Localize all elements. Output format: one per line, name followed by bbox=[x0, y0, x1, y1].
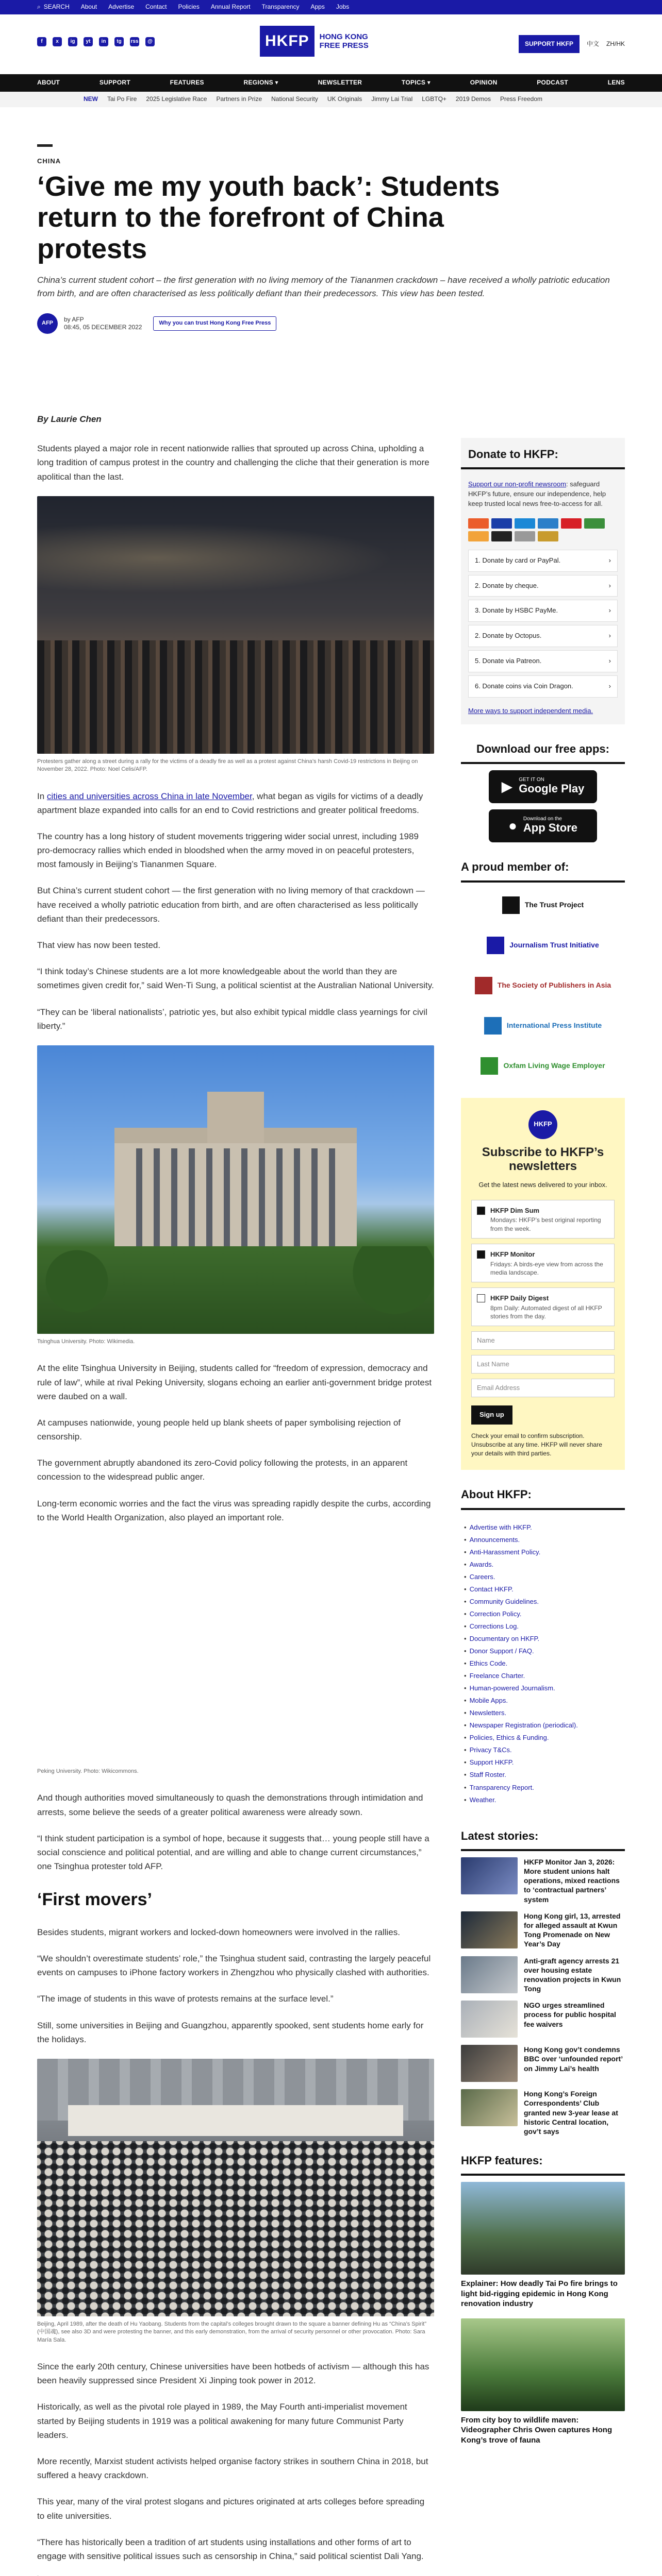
feature-story[interactable]: Explainer: How deadly Tai Po fire brings to light bid-rigging epidemic in Hong Kong renovation industry bbox=[461, 2182, 625, 2309]
feature-image bbox=[461, 2318, 625, 2411]
peking-photo bbox=[37, 1537, 434, 1764]
youtube-icon[interactable]: yt bbox=[84, 37, 93, 46]
story-thumbnail bbox=[461, 2089, 518, 2126]
coin-icon bbox=[538, 531, 558, 541]
member-widget bbox=[461, 858, 625, 1082]
last-name-input[interactable]: Last Name bbox=[471, 1355, 615, 1374]
latest-story[interactable]: Hong Kong’s Foreign Correspondents’ Club granted new 3-year lease at historic Central location, gov’t says bbox=[461, 2089, 625, 2136]
trending-item[interactable]: Jimmy Lai Trial bbox=[371, 95, 413, 103]
latest-story[interactable]: Hong Kong gov’t condemns BBC over ‘unfounded report’ on Jimmy Lai’s health bbox=[461, 2045, 625, 2082]
util-link-policies[interactable]: Policies bbox=[178, 3, 200, 11]
donate-intro: Support our non-profit newsroom: safeguard HKFP’s future, ensure our independence, help keep trusted local news free-to-access for all. bbox=[468, 480, 606, 507]
article-header bbox=[37, 144, 625, 334]
about-link[interactable]: • Community Guidelines. bbox=[470, 1596, 625, 1608]
newsletter-option-dimsum[interactable]: HKFP Dim Sum Mondays: HKFP’s best original reporting from the week. bbox=[471, 1200, 615, 1239]
trending-item[interactable]: LGBTQ+ bbox=[422, 95, 446, 103]
features-title: HKFP features: bbox=[461, 2151, 625, 2176]
1989-photo bbox=[37, 2059, 434, 2316]
paragraph: And though authorities moved simultaneously to quash the demonstrations through intimidation and arrests, some believe the seeds of a greater political awareness were already sown. bbox=[37, 1793, 423, 1817]
paragraph: Since the early 20th century, Chinese universities have been hotbeds of activism — although this has been heavily suppressed since President Xi Jinping took power in 2012. bbox=[37, 2362, 429, 2386]
brand-bar bbox=[0, 14, 662, 74]
name-input[interactable]: Name bbox=[471, 1331, 615, 1350]
paragraph: In cities and universities across China in late November, what began as vigils for victims of a deadly apartment blaze expanded into calls for an end to Covid restrictions and greater political freedoms. bbox=[37, 791, 423, 815]
features-widget bbox=[461, 2151, 625, 2445]
util-link-contact[interactable]: Contact bbox=[145, 3, 167, 11]
newsletter-subtitle: Get the latest news delivered to your inbox. bbox=[478, 1180, 607, 1189]
paragraph: “I think today’s Chinese students are a lot more knowledgeable about the world than they are sometimes given credit for,” said Wen-Ti Sung, a political scientist at the Australian National University. bbox=[37, 967, 434, 991]
paragraph: At the elite Tsinghua University in Beijing, students called for “freedom of expression, democracy and rule of law”, while at rival Peking University, slogans echoing an earlier anti-government bridge protest were daubed on a wall. bbox=[37, 1363, 432, 1401]
trending-item[interactable]: Partners in Prize bbox=[216, 95, 262, 103]
chevron-right-icon: › bbox=[608, 656, 611, 665]
member-ipi[interactable]: International Press Institute bbox=[461, 1009, 625, 1042]
site-logo[interactable] bbox=[260, 26, 369, 57]
telegram-icon[interactable]: tg bbox=[114, 37, 124, 46]
story-thumbnail bbox=[461, 1857, 518, 1894]
paragraph: The government abruptly abandoned its zero-Covid policy following the protests, in an apparent concession to the widespread public anger. bbox=[37, 1458, 408, 1482]
about-link[interactable]: • Announcements. bbox=[470, 1534, 625, 1546]
apple-icon: ● bbox=[508, 818, 517, 834]
newsletter-option-digest[interactable]: HKFP Daily Digest 8pm Daily: Automated digest of all HKFP stories from the day. bbox=[471, 1287, 615, 1326]
article-byline: By Laurie Chen bbox=[37, 414, 102, 424]
figure-caption: Beijing, April 1989, after the death of Hu Yaobang. Students from the capital’s colleges brought drawn to the square a banner defining Hu as “China’s Spirit” (中国魂), see also 3D and were protesting the banner, and this early demonstration, from the arrival of security personnel or other provocation. Photo: Sara María Sala. bbox=[37, 2320, 426, 2343]
brand-actions bbox=[519, 35, 625, 53]
about-link[interactable]: • Careers. bbox=[470, 1571, 625, 1583]
paragraph: Students played a major role in recent nationwide rallies that sprouted up across China, upholding a long tradition of campus protest in the country and challenging the cliche that their generation is more apolitical than the last. bbox=[37, 444, 429, 482]
article-meta bbox=[37, 313, 625, 334]
trending-item[interactable]: 2019 Demos bbox=[455, 95, 491, 103]
member-oxfam[interactable]: Oxfam Living Wage Employer bbox=[461, 1049, 625, 1082]
about-link[interactable]: • Documentary on HKFP. bbox=[470, 1633, 625, 1645]
donate-option-octopus[interactable]: 2. Donate by Octopus. › bbox=[468, 625, 618, 647]
language-switch-alt[interactable]: ZH/HK bbox=[606, 40, 625, 47]
donate-intro-link[interactable]: Support our non-profit newsroom bbox=[468, 480, 567, 488]
kicker-rule bbox=[37, 144, 53, 147]
story-thumbnail bbox=[461, 1956, 518, 1993]
chevron-right-icon: › bbox=[608, 682, 611, 690]
figure-peking bbox=[37, 1537, 434, 1775]
amex-icon bbox=[538, 518, 558, 529]
nav-regions[interactable]: REGIONS ▾ bbox=[243, 79, 278, 87]
paragraph: The country has a long history of student movements triggering wider social unrest, including 1989 pro-democracy rallies which ended in bloodshed when the army moved in on peaceful protesters, most famously in Beijing’s Tiananmen Square. bbox=[37, 831, 419, 870]
about-link[interactable]: • Staff Roster. bbox=[470, 1769, 625, 1781]
checkbox-checked[interactable] bbox=[477, 1250, 485, 1259]
util-link-about[interactable]: About bbox=[80, 3, 97, 11]
article-standfirst: China’s current student cohort – the first generation with no living memory of the Tiananmen crackdown – have received a wholly patriotic education from birth, and are often characterised as less politically defiant than their predecessors. This view has been tested. bbox=[37, 275, 610, 298]
util-link-jobs[interactable]: Jobs bbox=[336, 3, 350, 11]
jti-icon bbox=[487, 937, 504, 954]
about-widget bbox=[461, 1485, 625, 1811]
play-store-icon: ▶ bbox=[501, 778, 513, 795]
paragraph: More recently, Marxist student activists helped organise factory strikes in southern China in 2018, but suffered a heavy crackdown. bbox=[37, 2456, 428, 2481]
story-thumbnail bbox=[461, 2001, 518, 2038]
member-trust-project[interactable]: The Trust Project bbox=[461, 889, 625, 922]
search-toggle[interactable]: ⌕ SEARCH bbox=[37, 2, 70, 12]
about-link[interactable]: • Awards. bbox=[470, 1558, 625, 1571]
newsletter-note: Check your email to confirm subscription. Unsubscribe at any time. HKFP will never share your details with third parties. bbox=[471, 1432, 602, 1457]
checkbox-unchecked[interactable] bbox=[477, 1294, 485, 1302]
checkbox-checked[interactable] bbox=[477, 1207, 485, 1215]
google-play-button[interactable]: ▶ GET IT ON Google Play bbox=[489, 770, 597, 803]
paragraph: “They can be ‘liberal nationalists’, patriotic yes, but also exhibit typical middle class yearnings for civil liberty.” bbox=[37, 1007, 427, 1031]
about-link[interactable]: • Newsletters. bbox=[470, 1707, 625, 1719]
about-link[interactable]: • Privacy T&Cs. bbox=[470, 1744, 625, 1756]
figure-caption: Peking University. Photo: Wikicommons. bbox=[37, 1768, 139, 1775]
paypal-icon bbox=[515, 518, 535, 529]
email-input[interactable]: Email Address bbox=[471, 1379, 615, 1397]
paragraph: That view has now been tested. bbox=[37, 940, 161, 951]
about-link[interactable]: • Weather. bbox=[470, 1794, 625, 1806]
about-link[interactable]: • Human-powered Journalism. bbox=[470, 1682, 625, 1694]
about-link[interactable]: • Ethics Code. bbox=[470, 1657, 625, 1670]
latest-story[interactable]: Hong Kong girl, 13, arrested for alleged assault at Kwun Tong Promenade on New Year’s Day bbox=[461, 1911, 625, 1949]
newsletter-logo: HKFP bbox=[528, 1110, 557, 1139]
x-icon[interactable]: x bbox=[53, 37, 62, 46]
app-store-button[interactable]: ● Download on the App Store bbox=[489, 809, 597, 842]
chevron-right-icon: › bbox=[608, 556, 611, 564]
section-heading: ‘First movers’ bbox=[37, 1890, 152, 1910]
paragraph: Besides students, migrant workers and locked-down homeowners were involved in the rallies. bbox=[37, 1927, 400, 1937]
payment-methods bbox=[461, 513, 625, 547]
tsinghua-photo bbox=[37, 1045, 434, 1334]
author-avatar[interactable]: AFP bbox=[37, 313, 58, 334]
paragraph: Historically, as well as the pivotal role played in 1989, the May Fourth anti-imperialist movement started by Beijing students in 1919 was a political awakening for many future Communist Party leaders. bbox=[37, 2402, 407, 2440]
chevron-right-icon: › bbox=[608, 606, 611, 615]
sidebar bbox=[461, 438, 625, 2454]
newsletter-widget bbox=[461, 1098, 625, 1470]
about-link[interactable]: • Donor Support / FAQ. bbox=[470, 1645, 625, 1657]
search-icon: ⌕ bbox=[37, 3, 41, 11]
util-link-advertise[interactable]: Advertise bbox=[108, 3, 135, 11]
donate-option-coins[interactable]: 6. Donate coins via Coin Dragon. › bbox=[468, 675, 618, 698]
nav-about[interactable]: ABOUT bbox=[37, 79, 60, 87]
about-link[interactable]: • Correction Policy. bbox=[470, 1608, 625, 1620]
instagram-icon[interactable]: ig bbox=[68, 37, 77, 46]
oxfam-icon bbox=[481, 1057, 498, 1075]
logo-wordmark: HONG KONG FREE PRESS bbox=[319, 32, 369, 50]
patreon-icon bbox=[491, 531, 512, 541]
figure-protest bbox=[37, 496, 434, 774]
main-nav bbox=[0, 74, 662, 92]
paragraph: “The image of students in this wave of protests remains at the surface level.” bbox=[37, 1994, 334, 2004]
trending-item[interactable]: Press Freedom bbox=[500, 95, 542, 103]
nav-support[interactable]: SUPPORT bbox=[99, 79, 130, 87]
mastercard-icon bbox=[468, 518, 489, 529]
latest-stories-widget bbox=[461, 1827, 625, 2137]
util-link-apps[interactable]: Apps bbox=[310, 3, 325, 11]
donate-option-patreon[interactable]: 5. Donate via Patreon. › bbox=[468, 650, 618, 672]
trending-item[interactable]: 2025 Legislative Race bbox=[146, 95, 207, 103]
util-link-annual-report[interactable]: Annual Report bbox=[210, 3, 251, 11]
trending-new-label: NEW bbox=[84, 95, 98, 103]
about-link[interactable]: • Freelance Charter. bbox=[470, 1670, 625, 1682]
about-link[interactable]: • Policies, Ethics & Funding. bbox=[470, 1732, 625, 1744]
paragraph: Long-term economic worries and the fact the virus was spreading rapidly despite the curbs, according to the World Health Organization, also played an important role. bbox=[37, 1498, 431, 1522]
trending-item[interactable]: National Security bbox=[271, 95, 318, 103]
trust-hkfp-button[interactable]: Why you can trust Hong Kong Free Press bbox=[153, 316, 276, 331]
visa-icon bbox=[491, 518, 512, 529]
language-switch[interactable]: 中文 bbox=[586, 40, 599, 47]
about-links bbox=[461, 1516, 625, 1811]
latest-story[interactable]: HKFP Monitor Jan 3, 2026: More student unions halt operations, mixed reactions to ‘contractual partners’ system bbox=[461, 1857, 625, 1904]
donate-more-link[interactable]: More ways to support independent media. bbox=[468, 706, 593, 715]
protest-photo bbox=[37, 496, 434, 754]
about-link[interactable]: • Advertise with HKFP. bbox=[470, 1521, 625, 1534]
donate-option-cheque[interactable]: 2. Donate by cheque. › bbox=[468, 575, 618, 597]
about-link[interactable]: • Transparency Report. bbox=[470, 1782, 625, 1794]
article-title: ‘Give me my youth back’: Students return to the forefront of China protests bbox=[37, 171, 500, 264]
support-hkfp-button[interactable]: SUPPORT HKFP bbox=[519, 35, 580, 53]
about-link[interactable]: • Mobile Apps. bbox=[470, 1694, 625, 1707]
nav-podcast[interactable]: PODCAST bbox=[537, 79, 569, 87]
author-date: by AFP 08:45, 05 DECEMBER 2022 bbox=[64, 315, 142, 331]
latest-story[interactable]: NGO urges streamlined process for public hospital fee waivers bbox=[461, 2001, 625, 2038]
threads-icon[interactable]: @ bbox=[145, 37, 155, 46]
unionpay-icon bbox=[584, 518, 605, 529]
figure-1989 bbox=[37, 2059, 434, 2344]
paragraph: Still, some universities in Beijing and Guangzhou, apparently spooked, sent students home early for the holidays. bbox=[37, 2020, 424, 2044]
donate-title: Donate to HKFP: bbox=[461, 438, 625, 469]
rss-icon[interactable]: rss bbox=[130, 37, 139, 46]
trending-item[interactable]: Tai Po Fire bbox=[107, 95, 137, 103]
article-body bbox=[37, 412, 434, 2576]
nav-opinion[interactable]: OPINION bbox=[470, 79, 498, 87]
donate-option-payme[interactable]: 3. Donate by HSBC PayMe. › bbox=[468, 600, 618, 622]
util-link-transparency[interactable]: Transparency bbox=[261, 3, 300, 11]
newsletter-title: Subscribe to HKFP’s newsletters bbox=[482, 1145, 604, 1174]
paragraph: But China’s current student cohort — the first generation with no living memory of that crackdown — have received a wholly patriotic education from birth, and are often characterised as less politically defiant than their predecessors. bbox=[37, 886, 425, 924]
inline-link[interactable]: cities and universities across China in late November bbox=[46, 791, 252, 801]
member-jti[interactable]: Journalism Trust Initiative bbox=[461, 929, 625, 962]
trust-project-icon bbox=[502, 896, 520, 914]
newsletter-option-monitor[interactable]: HKFP Monitor Fridays: A birds-eye view from across the media landscape. bbox=[471, 1244, 615, 1282]
trending-bar bbox=[0, 92, 662, 107]
signup-button[interactable]: Sign up bbox=[471, 1405, 512, 1425]
sopa-icon bbox=[475, 977, 492, 994]
octopus-icon bbox=[468, 531, 489, 541]
donate-option-card[interactable]: 1. Donate by card or PayPal. › bbox=[468, 550, 618, 572]
figure-caption: Tsinghua University. Photo: Wikimedia. bbox=[37, 1338, 135, 1345]
facebook-icon[interactable]: f bbox=[37, 37, 46, 46]
figure-caption: Protesters gather along a street during a rally for the victims of a deadly fire as well as a protest against China’s harsh Covid-19 restrictions in Beijing on November 28, 2022. Photo: Noel Celis/AFP. bbox=[37, 758, 418, 773]
story-thumbnail bbox=[461, 1911, 518, 1948]
article-category[interactable]: CHINA bbox=[37, 157, 61, 165]
utility-bar bbox=[0, 0, 662, 14]
logo-mark: HKFP bbox=[260, 26, 315, 57]
nav-newsletter[interactable]: NEWSLETTER bbox=[318, 79, 362, 87]
linkedin-icon[interactable]: in bbox=[99, 37, 108, 46]
nav-topics[interactable]: TOPICS ▾ bbox=[401, 79, 431, 87]
social-links bbox=[37, 37, 155, 46]
paragraph: “There has historically been a tradition of art students using installations and other forms of art to engage with sensitive political issues such as censorship in China,” said political scientist Dali Yang. bbox=[37, 2537, 424, 2561]
cheque-icon bbox=[515, 531, 535, 541]
apps-widget bbox=[461, 740, 625, 842]
about-link[interactable]: • Anti-Harassment Policy. bbox=[470, 1546, 625, 1558]
figure-tsinghua bbox=[37, 1045, 434, 1346]
about-link[interactable]: • Corrections Log. bbox=[470, 1620, 625, 1633]
apps-title: Download our free apps: bbox=[461, 740, 625, 764]
nav-lens[interactable]: LENS bbox=[607, 79, 625, 87]
ipi-icon bbox=[484, 1017, 502, 1035]
latest-story[interactable]: Anti-graft agency arrests 21 over housing estate renovation projects in Kwun Tong bbox=[461, 1956, 625, 1994]
paragraph: “I think student participation is a symbol of hope, because it suggests that… young people still have a social conscience and political potential, and are willing and able to change current circumstances,” one Tsinghua protester told AFP. bbox=[37, 1833, 429, 1872]
donate-widget bbox=[461, 438, 625, 724]
member-title: A proud member of: bbox=[461, 858, 625, 882]
payme-icon bbox=[561, 518, 582, 529]
about-link[interactable]: • Contact HKFP. bbox=[470, 1583, 625, 1596]
chevron-right-icon: › bbox=[608, 632, 611, 640]
about-title: About HKFP: bbox=[461, 1485, 625, 1510]
feature-story[interactable]: From city boy to wildlife maven: Videographer Chris Owen captures Hong Kong’s trove of fauna bbox=[461, 2318, 625, 2446]
chevron-right-icon: › bbox=[608, 581, 611, 589]
about-link[interactable]: • Newspaper Registration (periodical). bbox=[470, 1719, 625, 1732]
member-sopa[interactable]: The Society of Publishers in Asia bbox=[461, 969, 625, 1002]
paragraph: At campuses nationwide, young people held up blank sheets of paper symbolising rejection of censorship. bbox=[37, 1417, 401, 1442]
story-thumbnail bbox=[461, 2045, 518, 2082]
nav-features[interactable]: FEATURES bbox=[170, 79, 204, 87]
latest-title: Latest stories: bbox=[461, 1827, 625, 1851]
paragraph: This year, many of the viral protest slogans and pictures originated at arts colleges before spreading to elite universities. bbox=[37, 2497, 425, 2521]
about-link[interactable]: • Support HKFP. bbox=[470, 1756, 625, 1769]
trending-item[interactable]: UK Originals bbox=[327, 95, 362, 103]
paragraph: “We shouldn’t overestimate students’ role,” the Tsinghua student said, contrasting the largely peaceful events on campuses to iPhone factory workers in Zhengzhou who physically clashed with authorities. bbox=[37, 1953, 431, 1978]
feature-image bbox=[461, 2182, 625, 2275]
